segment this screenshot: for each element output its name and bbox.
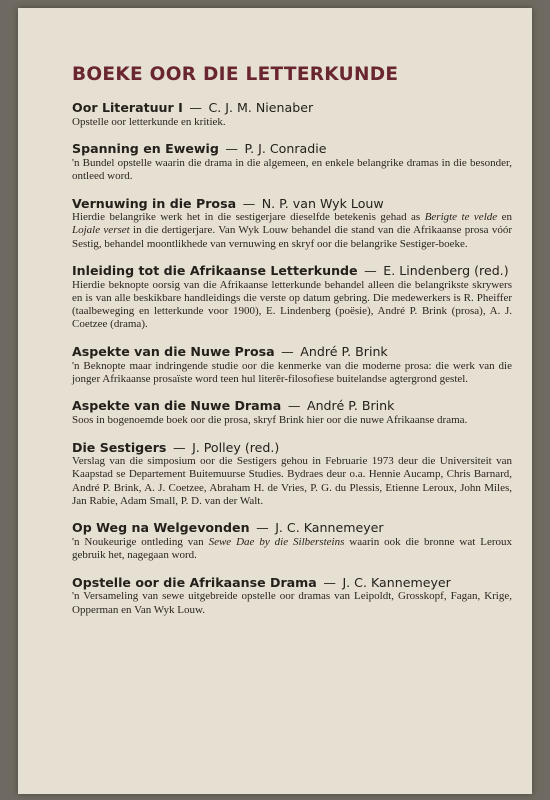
book-title: Op Weg na Welgevonden (72, 520, 250, 536)
title-author-separator: — (256, 520, 269, 536)
book-title: Aspekte van die Nuwe Prosa (72, 344, 275, 360)
description-text: 'n Beknopte maar indringende studie oor die kenmerke van die moderne prosa: die werk van die jonger Afrikaanse prosaïste word teen hul literêr-filosofiese buitelandse agtergrond gestel. (72, 359, 512, 385)
description-text: Verslag van die simposium oor die Sestigers gehou in Februarie 1973 deur die Universiteit van Kaapstad se Departement Buitemuurse Studies. Bydraes deur o.a. Hennie Aucamp, Chris Barnard, André P. Brink, A. J. Coetzee, Abraham H. de Vries, P. G. du Plessis, Etienne Leroux, John Miles, Jan Rabie, Adam Small, P. D. van der Walt. (72, 455, 512, 507)
book-entry (72, 344, 512, 386)
book-entry-header (72, 196, 512, 212)
book-title: Aspekte van die Nuwe Drama (72, 398, 282, 414)
title-author-separator: — (323, 574, 336, 590)
book-description (72, 211, 512, 251)
description-text: Soos in bogenoemde boek oor die prosa, skryf Brink hier oor die nuwe Afrikaanse drama. (72, 413, 468, 426)
description-text: Opstelle oor letterkunde en kritiek. (72, 115, 226, 128)
italic-book-reference: Sewe Dae by die Silbersteins (208, 535, 345, 548)
book-entry (72, 398, 512, 427)
book-entry-header (72, 575, 512, 591)
book-title: Inleiding tot die Afrikaanse Letterkunde (72, 263, 358, 279)
description-text: 'n Bundel opstelle waarin die drama in die algemeen, en enkele belangrike dramas in die besonder, ontleed word. (72, 156, 512, 182)
book-description (72, 536, 512, 562)
book-entry (72, 196, 512, 251)
book-entry (72, 520, 512, 562)
book-entry-header (72, 141, 512, 157)
book-description (72, 590, 512, 616)
italic-book-reference: Berigte te velde (424, 211, 498, 224)
book-description (72, 360, 512, 386)
description-text: waarin ook die bronne wat Leroux gebruik het, nagegaan word. (72, 535, 512, 562)
title-author-separator: — (172, 439, 186, 455)
title-author-separator: — (242, 195, 256, 211)
book-entry-header (72, 344, 512, 360)
description-text: en (497, 211, 512, 224)
book-author: P. J. Conradie (244, 141, 327, 157)
page-heading: BOEKE OOR DIE LETTERKUNDE (72, 64, 399, 85)
book-entry (72, 263, 512, 331)
italic-book-reference: Lojale verset (72, 224, 130, 237)
description-text: Hierdie beknopte oorsig van die Afrikaanse letterkunde behandel alleen die belangrikste skrywers en is van alle beskikbare handleidings die verste op datum gebring. Die medewerkers is R. Pheiffer (taalbeweging en letterkunde voor 1900), E. Lindenberg (poësie), André P. Brink (prosa), A. J. Coetzee (drama). (72, 278, 512, 331)
book-author: André P. Brink (300, 344, 388, 360)
book-entry (72, 141, 512, 183)
book-author: J. Polley (red.) (192, 439, 280, 455)
title-author-separator: — (281, 344, 294, 360)
book-title: Spanning en Ewewig (72, 141, 219, 157)
book-description (72, 157, 512, 183)
book-title: Vernuwing in die Prosa (72, 195, 237, 211)
catalog-page (18, 8, 532, 794)
description-text: 'n Versameling van sewe uitgebreide opstelle oor dramas van Leipoldt, Grosskopf, Fagan, Krige, Opperman en Van Wyk Louw. (72, 590, 512, 616)
description-text: in die dertigerjare. Van Wyk Louw behandel die stand van die Afrikaanse prosa vóór Sestig, behandel moontlikhede van vernuwing en skryf oor die belangrike Sestiger-boeke. (72, 224, 512, 250)
book-description (72, 414, 512, 427)
book-entry (72, 575, 512, 617)
book-author: N. P. van Wyk Louw (261, 195, 384, 211)
book-author: C. J. M. Nienaber (208, 100, 314, 115)
description-text: Hierdie belangrike werk het in die sestigerjare dieselfde betekenis gehad as (72, 211, 425, 224)
book-entry-header (72, 263, 512, 279)
book-entry (72, 440, 512, 508)
title-author-separator: — (364, 263, 377, 279)
book-entry-header (72, 440, 512, 456)
book-entry-header (72, 398, 512, 414)
book-author: J. C. Kannemeyer (342, 574, 451, 590)
book-entry (72, 100, 512, 129)
book-entry-header (72, 520, 512, 536)
book-title: Die Sestigers (72, 439, 167, 455)
book-author: E. Lindenberg (red.) (383, 263, 509, 279)
book-description (72, 279, 512, 332)
book-author: André P. Brink (306, 398, 395, 414)
book-list (72, 100, 512, 629)
book-description (72, 116, 512, 129)
book-title: Oor Literatuur I (72, 100, 183, 115)
book-title: Opstelle oor die Afrikaanse Drama (72, 574, 317, 590)
title-author-separator: — (189, 100, 202, 115)
title-author-separator: — (225, 141, 238, 157)
book-author: J. C. Kannemeyer (275, 520, 384, 536)
description-text: 'n Noukeurige ontleding van (72, 535, 209, 548)
book-entry-header (72, 100, 512, 116)
title-author-separator: — (287, 398, 301, 414)
book-description (72, 455, 512, 508)
